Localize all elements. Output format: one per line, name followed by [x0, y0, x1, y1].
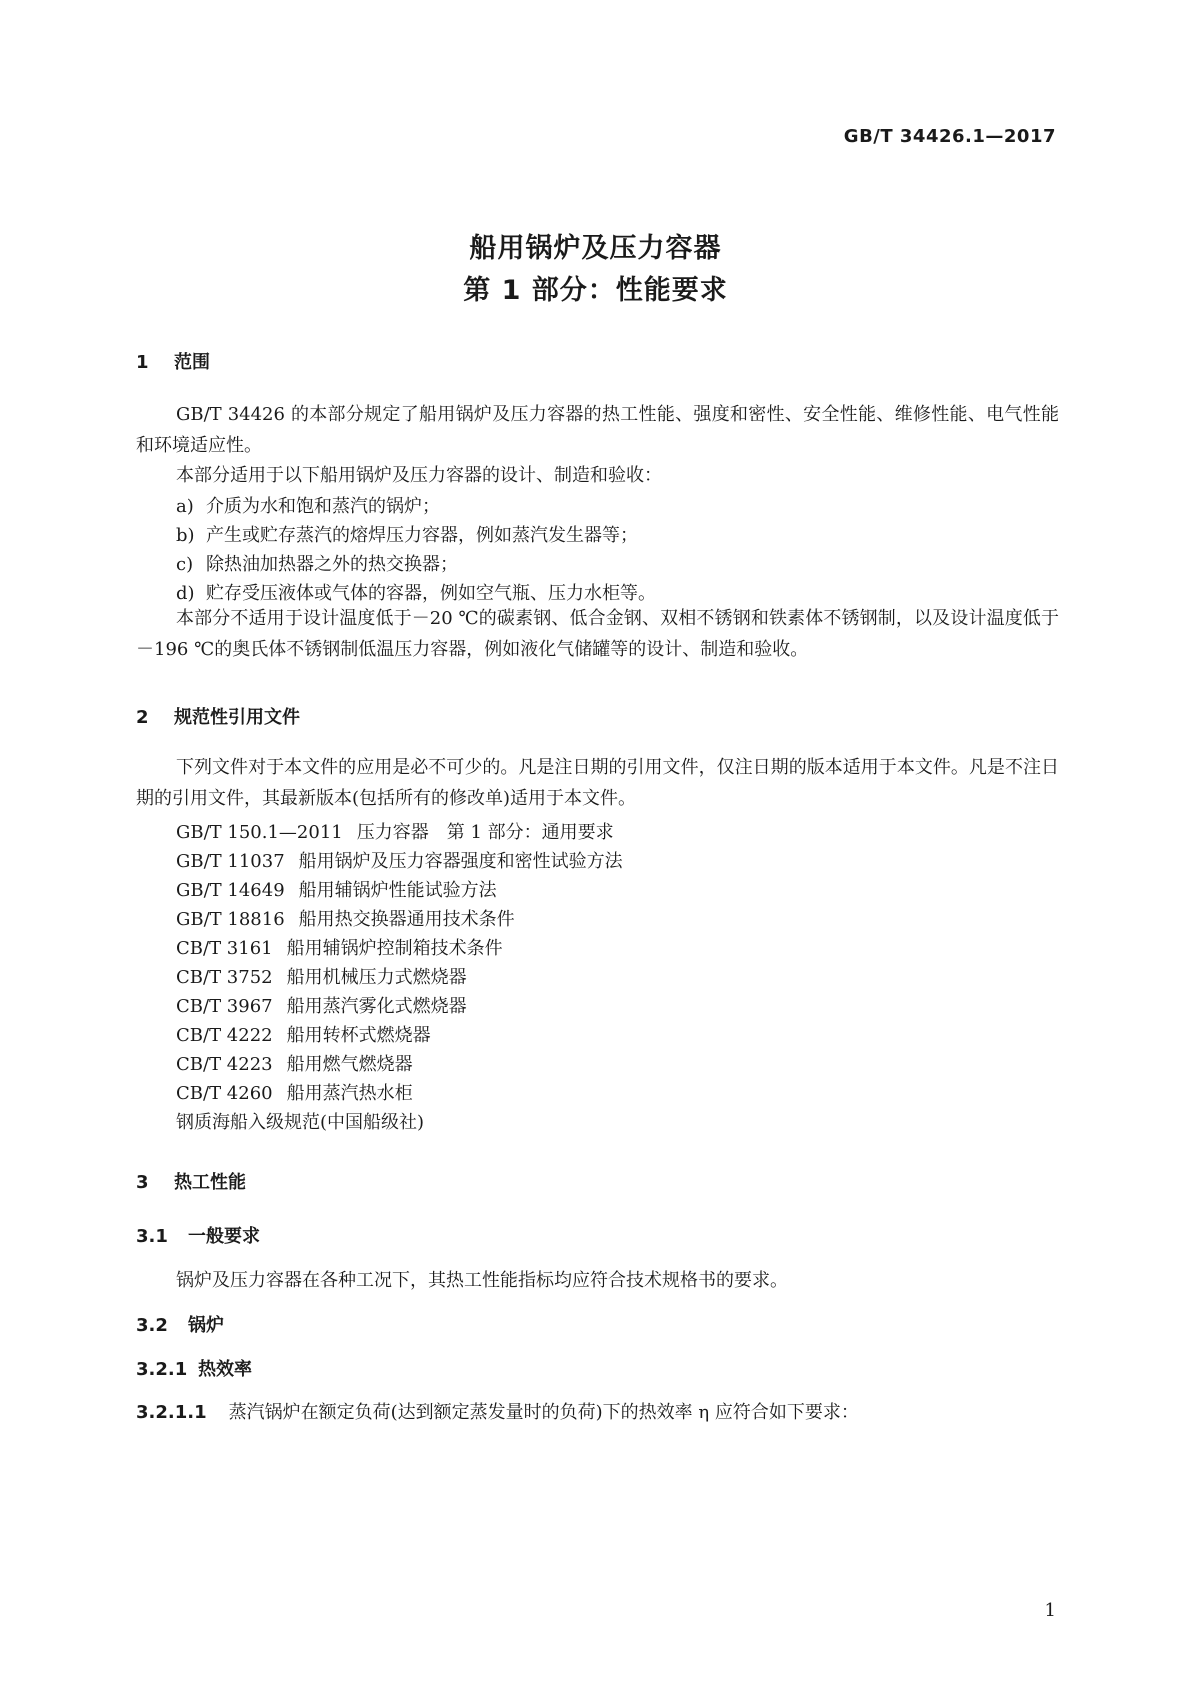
section-title: 热效率 [198, 1359, 252, 1380]
normative-reference [176, 934, 503, 960]
list-item [176, 492, 440, 518]
section-title: 范围 [174, 352, 210, 373]
reference-title: 钢质海船入级规范(中国船级社) [176, 1112, 425, 1133]
section-title: 规范性引用文件 [174, 707, 300, 728]
normative-reference [176, 1108, 424, 1134]
section-3-1-paragraph: 锅炉及压力容器在各种工况下，其热工性能指标均应符合技术规格书的要求。 [176, 1270, 788, 1291]
list-item-text: 介质为水和饱和蒸汽的锅炉； [206, 496, 440, 517]
reference-title: 船用机械压力式燃烧器 [286, 967, 467, 988]
section-3-2-1-heading [136, 1355, 252, 1381]
section-3-1-heading [136, 1222, 260, 1248]
section-number: 3.1 [136, 1226, 168, 1247]
section-title: 一般要求 [188, 1226, 260, 1247]
list-item-label: b) [176, 525, 195, 546]
normative-reference [176, 1079, 413, 1105]
section-number: 3.2 [136, 1315, 168, 1336]
reference-code: GB/T 11037 [176, 851, 285, 872]
list-item-text: 产生或贮存蒸汽的熔焊压力容器，例如蒸汽发生器等； [206, 525, 638, 546]
list-item-label: a) [176, 496, 194, 517]
reference-title: 船用辅锅炉控制箱技术条件 [286, 938, 503, 959]
reference-title: 船用热交换器通用技术条件 [298, 909, 515, 930]
list-item [176, 550, 458, 576]
section-title: 锅炉 [188, 1315, 224, 1336]
section-1-paragraph-3: 本部分不适用于设计温度低于－20 ℃的碳素钢、低合金钢、双相不锈钢和铁素体不锈钢制，以及设计温度低于－196 ℃的奥氏体不锈钢制低温压力容器，例如液化气储罐等的设计、制造和验收。 [136, 608, 1059, 660]
reference-title: 船用锅炉及压力容器强度和密性试验方法 [298, 851, 623, 872]
section-3-2-heading [136, 1311, 224, 1337]
section-1-paragraph-2: 本部分适用于以下船用锅炉及压力容器的设计、制造和验收： [176, 465, 662, 486]
list-item-text: 贮存受压液体或气体的容器，例如空气瓶、压力水柜等。 [206, 583, 656, 604]
reference-code: CB/T 3967 [176, 996, 273, 1017]
list-item [176, 579, 656, 605]
section-2-heading [136, 703, 300, 729]
normative-reference [176, 818, 614, 844]
reference-code: GB/T 14649 [176, 880, 285, 901]
section-1-paragraph-1: GB/T 34426 的本部分规定了船用锅炉及压力容器的热工性能、强度和密性、安全性能、维修性能、电气性能和环境适应性。 [136, 404, 1059, 456]
section-number: 3 [136, 1172, 149, 1193]
normative-reference [176, 1021, 431, 1047]
reference-title: 船用蒸汽热水柜 [286, 1083, 413, 1104]
reference-code: CB/T 3752 [176, 967, 273, 988]
document-title [0, 228, 1191, 312]
standard-code: GB/T 34426.1—2017 [843, 126, 1056, 147]
reference-title: 船用辅锅炉性能试验方法 [298, 880, 497, 901]
normative-reference [176, 963, 467, 989]
reference-code: GB/T 150.1—2011 [176, 822, 343, 843]
title-line-2: 第 1 部分：性能要求 [463, 275, 728, 306]
reference-code: CB/T 4223 [176, 1054, 273, 1075]
reference-title: 压力容器 第 1 部分：通用要求 [356, 822, 614, 843]
section-3-heading [136, 1168, 246, 1194]
reference-title: 船用燃气燃烧器 [286, 1054, 413, 1075]
normative-reference [176, 905, 515, 931]
normative-reference [176, 847, 623, 873]
normative-reference [176, 876, 497, 902]
normative-reference [176, 1050, 413, 1076]
reference-code: GB/T 18816 [176, 909, 285, 930]
list-item-label: c) [176, 554, 194, 575]
list-item-text: 除热油加热器之外的热交换器； [206, 554, 458, 575]
clause-text: 蒸汽锅炉在额定负荷(达到额定蒸发量时的负荷)下的热效率 η 应符合如下要求： [228, 1402, 859, 1423]
section-title: 热工性能 [174, 1172, 246, 1193]
reference-title: 船用蒸汽雾化式燃烧器 [286, 996, 467, 1017]
list-item [176, 521, 638, 547]
title-line-1: 船用锅炉及压力容器 [469, 233, 722, 264]
list-item-label: d) [176, 583, 195, 604]
section-number: 2 [136, 707, 149, 728]
reference-title: 船用转杯式燃烧器 [286, 1025, 431, 1046]
clause-number: 3.2.1.1 [136, 1402, 207, 1423]
reference-code: CB/T 4260 [176, 1083, 273, 1104]
normative-reference [176, 992, 467, 1018]
reference-code: CB/T 4222 [176, 1025, 273, 1046]
page-number: 1 [1044, 1600, 1056, 1621]
section-number: 3.2.1 [136, 1359, 188, 1380]
reference-code: CB/T 3161 [176, 938, 273, 959]
section-2-paragraph-1: 下列文件对于本文件的应用是必不可少的。凡是注日期的引用文件，仅注日期的版本适用于本文件。凡是不注日期的引用文件，其最新版本(包括所有的修改单)适用于本文件。 [136, 757, 1059, 809]
section-number: 1 [136, 352, 149, 373]
section-1-heading [136, 348, 210, 374]
clause-3-2-1-1 [136, 1398, 859, 1424]
